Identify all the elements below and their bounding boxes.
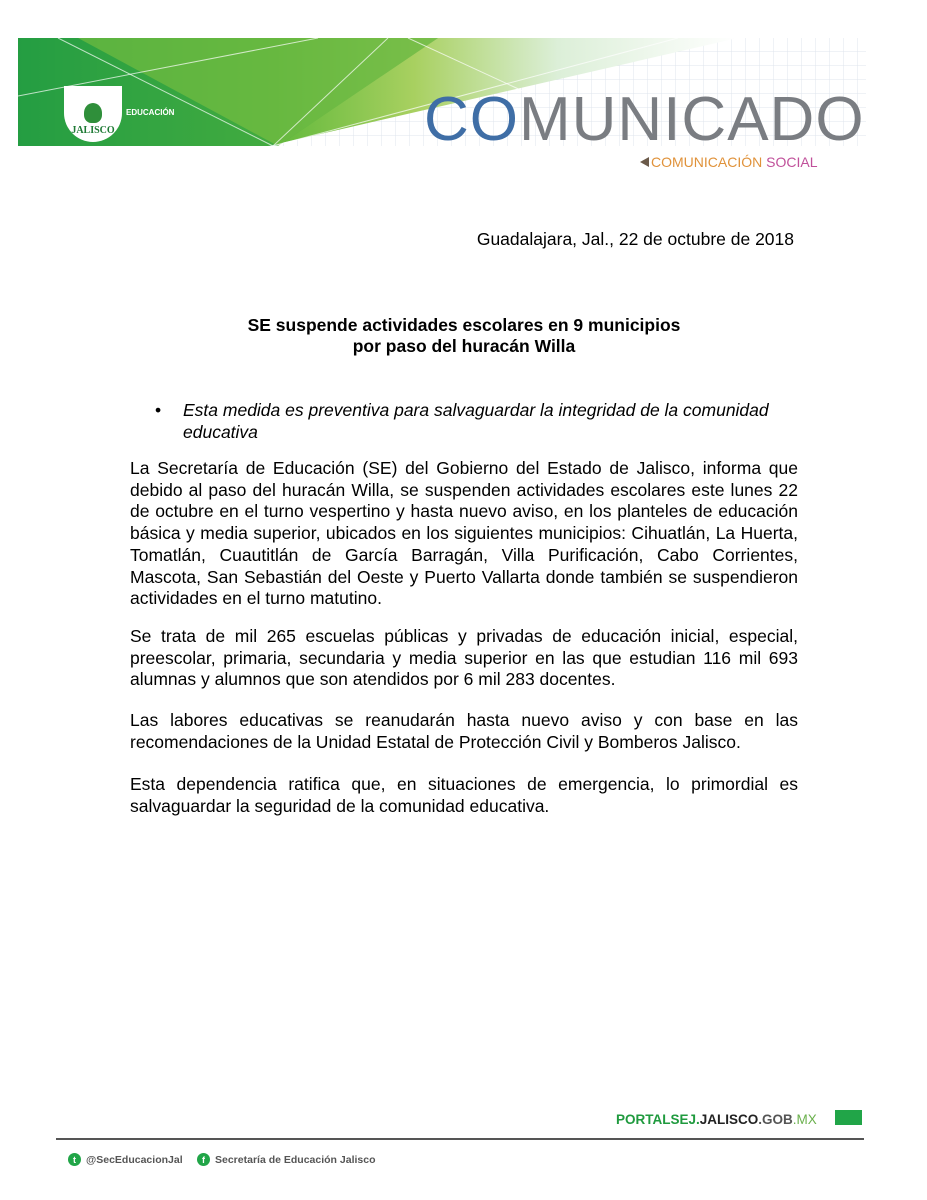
arrow-icon (640, 157, 649, 167)
banner-title-rest: MUNICADO (519, 85, 865, 154)
twitter-handle: @SecEducacionJal (86, 1153, 183, 1166)
jalisco-logo (64, 86, 122, 142)
paragraph-3: Las labores educativas se reanudarán hasta nuevo aviso y con base en las recomendaciones de la Unidad Estatal de Protección Civil y Bomberos Jalisco. (130, 710, 798, 752)
bullet-icon: • (155, 400, 162, 420)
communication-label (640, 154, 817, 170)
url-part3: .GOB (758, 1112, 793, 1127)
paragraph-4: Esta dependencia ratifica que, en situaciones de emergencia, lo primordial es salvaguardar la seguridad de la comunidad educativa. (130, 774, 798, 816)
facebook-link[interactable] (197, 1153, 376, 1166)
headline-line1: SE suspende actividades escolares en 9 municipios (247, 315, 681, 335)
dateline: Guadalajara, Jal., 22 de octubre de 2018 (476, 229, 794, 249)
headline (130, 315, 798, 357)
logo-text: JALISCO (71, 125, 115, 136)
paragraph-2: Se trata de mil 265 escuelas públicas y privadas de educación inicial, especial, preescolar, primaria, secundaria y media superior en las que estudian 116 mil 693 alumnas y alumnos que son atendidos por 6 mil 283 docentes. (130, 626, 798, 690)
sub-first: COMUNICACIÓN (651, 154, 763, 170)
facebook-icon: f (197, 1153, 210, 1166)
banner-title (424, 84, 865, 155)
twitter-link[interactable] (68, 1153, 183, 1166)
sub-second: SOCIAL (766, 154, 818, 170)
url-part2: JALISCO (699, 1112, 759, 1127)
banner-title-first: CO (424, 85, 519, 154)
headline-line2: por paso del huracán Willa (352, 336, 576, 356)
facebook-page: Secretaría de Educación Jalisco (215, 1153, 376, 1166)
paragraph-1: La Secretaría de Educación (SE) del Gobierno del Estado de Jalisco, informa que debido al paso del huracán Willa, se suspenden actividades escolares este lunes 22 de octubre en el turno vespertino y hasta nuevo aviso, en los planteles de educación básica y media superior, ubicados en los siguientes municipios: Cihuatlán, La Huerta, Tomatlán, Cuautitlán de García Barragán, Villa Purificación, Cabo Corrientes, Mascota, San Sebastián del Oeste y Puerto Vallarta donde también se suspendieron actividades en el turno matutino. (130, 458, 798, 609)
coat-of-arms-icon (84, 103, 102, 123)
bullet-text: Esta medida es preventiva para salvaguardar la integridad de la comunidad educativa (183, 400, 769, 442)
footer-divider (56, 1138, 864, 1140)
footer-green-square (835, 1110, 862, 1125)
url-part4: .MX (792, 1112, 817, 1127)
twitter-icon: t (68, 1153, 81, 1166)
url-part1: PORTALSEJ. (616, 1112, 700, 1127)
portal-link[interactable] (616, 1112, 817, 1127)
department-label: EDUCACIÓN (126, 108, 175, 117)
